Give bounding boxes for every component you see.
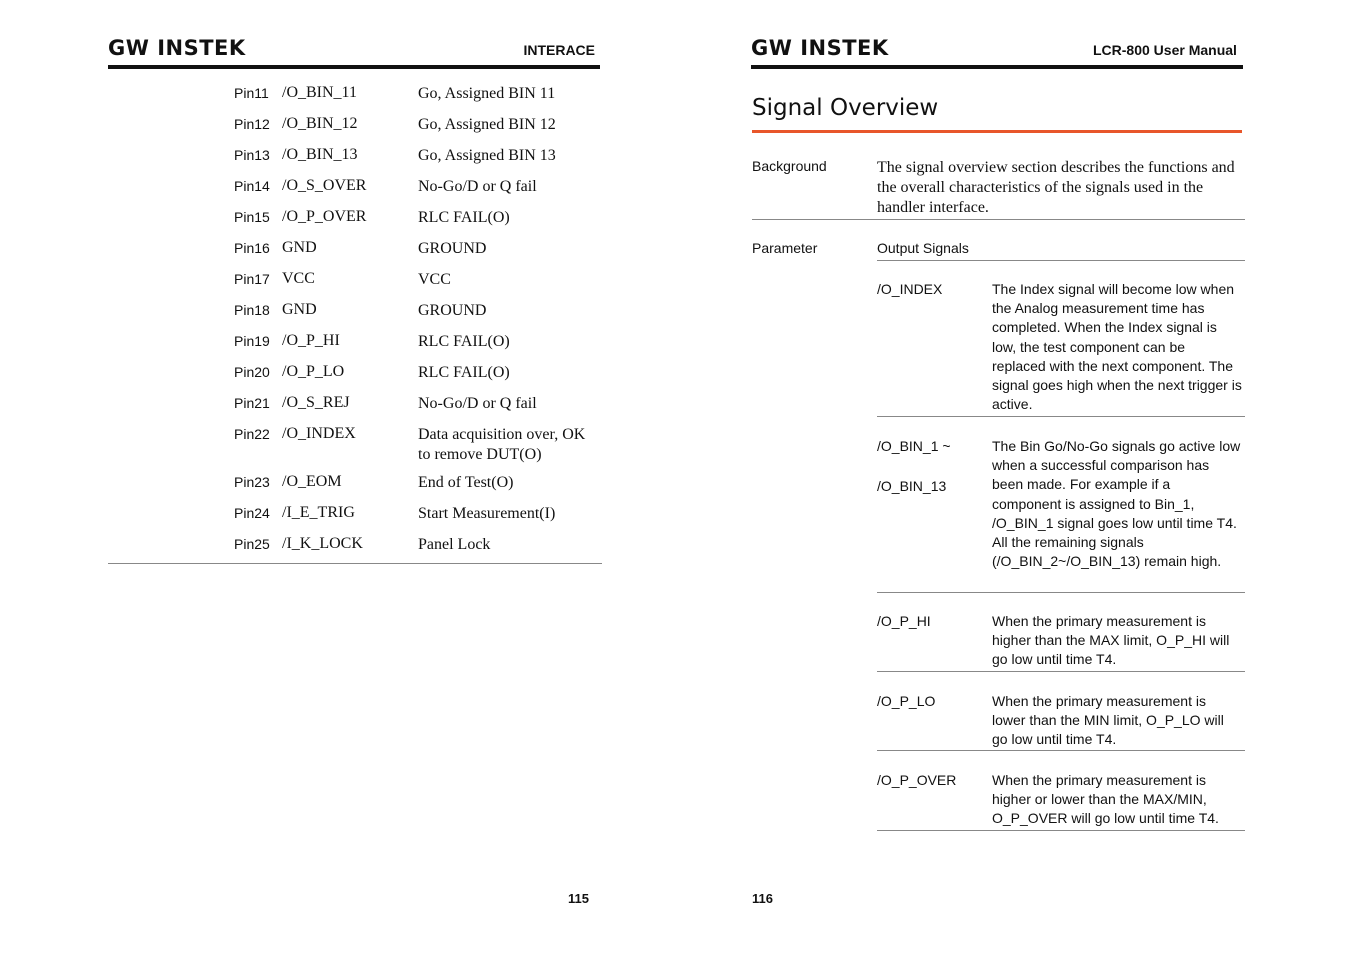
pin-description: Go, Assigned BIN 12 <box>418 116 556 133</box>
pin-number: Pin25 <box>234 536 270 552</box>
title-underline <box>752 130 1242 133</box>
pin-description: No-Go/D or Q fail <box>418 178 537 195</box>
signal-description: The Bin Go/No-Go signals go active low when a successful comparison has been made. For example if a component is assigned to Bin_1, /O_BIN_1 signal goes low until time T4. All the remaining signals (/O_BIN_2~/O_BIN_13) remain high. <box>992 438 1241 570</box>
table-row <box>108 202 602 233</box>
signal-name: /O_INDEX <box>877 281 943 297</box>
signal-description: When the primary measurement is higher or lower than the MAX/MIN, O_P_OVER will go low until time T4. <box>992 772 1219 827</box>
pin-signal: GND <box>282 239 317 256</box>
chapter-header: INTERACE <box>523 42 595 58</box>
pin-number: Pin21 <box>234 395 270 411</box>
background-label: Background <box>752 158 827 174</box>
pin-signal: /O_BIN_13 <box>282 146 358 163</box>
divider <box>877 416 1245 417</box>
signal-name: /O_P_HI <box>877 613 931 629</box>
table-row <box>108 498 602 529</box>
pin-number: Pin11 <box>234 85 269 101</box>
divider <box>877 750 1245 751</box>
table-row <box>108 467 602 498</box>
pin-signal: /O_P_LO <box>282 363 345 380</box>
pin-description: Go, Assigned BIN 13 <box>418 147 556 164</box>
pin-description: RLC FAIL(O) <box>418 364 510 381</box>
gw-instek-logo: GW INSTEK <box>108 36 246 60</box>
parameter-label: Parameter <box>752 240 818 256</box>
signal-name: /O_P_OVER <box>877 772 957 788</box>
gw-instek-logo: GW INSTEK <box>751 36 889 60</box>
signal-description: When the primary measurement is lower than the MIN limit, O_P_LO will go low until time T4. <box>992 693 1224 748</box>
pin-description: GROUND <box>418 240 487 257</box>
signal-name: /O_BIN_1 ~ <box>877 438 951 454</box>
output-signals-label: Output Signals <box>877 240 969 256</box>
pin-signal: /O_EOM <box>282 473 342 490</box>
table-row <box>108 295 602 326</box>
table-row <box>108 357 602 388</box>
pin-description: VCC <box>418 271 451 288</box>
signal-name-continued: /O_BIN_13 <box>877 478 947 494</box>
pin-signal: /O_S_OVER <box>282 177 367 194</box>
signal-description: The Index signal will become low when the Analog measurement time has completed. When the Index signal is low, the test component can be replaced with the next component. The signal goes high when the next trigger is active. <box>992 281 1242 413</box>
pin-signal: /O_BIN_11 <box>282 84 357 101</box>
table-row <box>108 109 602 140</box>
divider <box>877 260 1245 261</box>
page-number: 115 <box>568 891 589 906</box>
pin-description: Data acquisition over, OK to remove DUT(O) <box>418 426 586 463</box>
table-row <box>108 326 602 357</box>
pin-signal: /O_P_OVER <box>282 208 367 225</box>
table-row <box>108 529 602 563</box>
pin-signal: VCC <box>282 270 315 287</box>
pin-description: RLC FAIL(O) <box>418 209 510 226</box>
table-row <box>108 388 602 419</box>
pin-number: Pin15 <box>234 209 270 225</box>
pin-signal: /I_K_LOCK <box>282 535 363 552</box>
pin-number: Pin24 <box>234 505 270 521</box>
pin-signal: /O_INDEX <box>282 425 356 442</box>
table-row <box>108 140 602 171</box>
page-title: Signal Overview <box>752 95 939 121</box>
table-row <box>108 233 602 264</box>
pin-description: GROUND <box>418 302 487 319</box>
table-row <box>108 171 602 202</box>
table-row <box>108 419 602 467</box>
pin-number: Pin17 <box>234 271 270 287</box>
pin-description: End of Test(O) <box>418 474 514 491</box>
pin-description: RLC FAIL(O) <box>418 333 510 350</box>
divider <box>877 671 1245 672</box>
signal-name: /O_P_LO <box>877 693 936 709</box>
pin-assignment-table <box>108 78 602 564</box>
pin-description: Go, Assigned BIN 11 <box>418 85 556 102</box>
pin-signal: /O_P_HI <box>282 332 340 349</box>
pin-number: Pin23 <box>234 474 270 490</box>
pin-number: Pin20 <box>234 364 270 380</box>
pin-number: Pin18 <box>234 302 270 318</box>
pin-number: Pin12 <box>234 116 270 132</box>
background-text: The signal overview section describes the functions and the overall characteristics of the signals used in the handler interface. <box>877 159 1235 216</box>
divider <box>877 830 1245 831</box>
pin-description: No-Go/D or Q fail <box>418 395 537 412</box>
header-rule <box>751 65 1243 69</box>
pin-number: Pin14 <box>234 178 270 194</box>
header-rule <box>108 65 600 69</box>
pin-number: Pin16 <box>234 240 270 256</box>
pin-number: Pin22 <box>234 426 270 442</box>
divider <box>752 219 1245 220</box>
page-number: 116 <box>752 891 773 906</box>
pin-signal: /O_BIN_12 <box>282 115 358 132</box>
pin-signal: /I_E_TRIG <box>282 504 355 521</box>
manual-header: LCR-800 User Manual <box>1093 42 1237 58</box>
pin-number: Pin19 <box>234 333 270 349</box>
pin-signal: /O_S_REJ <box>282 394 350 411</box>
table-row <box>108 78 602 109</box>
pin-number: Pin13 <box>234 147 270 163</box>
table-row <box>108 264 602 295</box>
pin-description: Panel Lock <box>418 536 491 553</box>
pin-signal: GND <box>282 301 317 318</box>
pin-description: Start Measurement(I) <box>418 505 556 522</box>
signal-description: When the primary measurement is higher than the MAX limit, O_P_HI will go low until time T4. <box>992 613 1230 668</box>
divider <box>877 592 1245 593</box>
